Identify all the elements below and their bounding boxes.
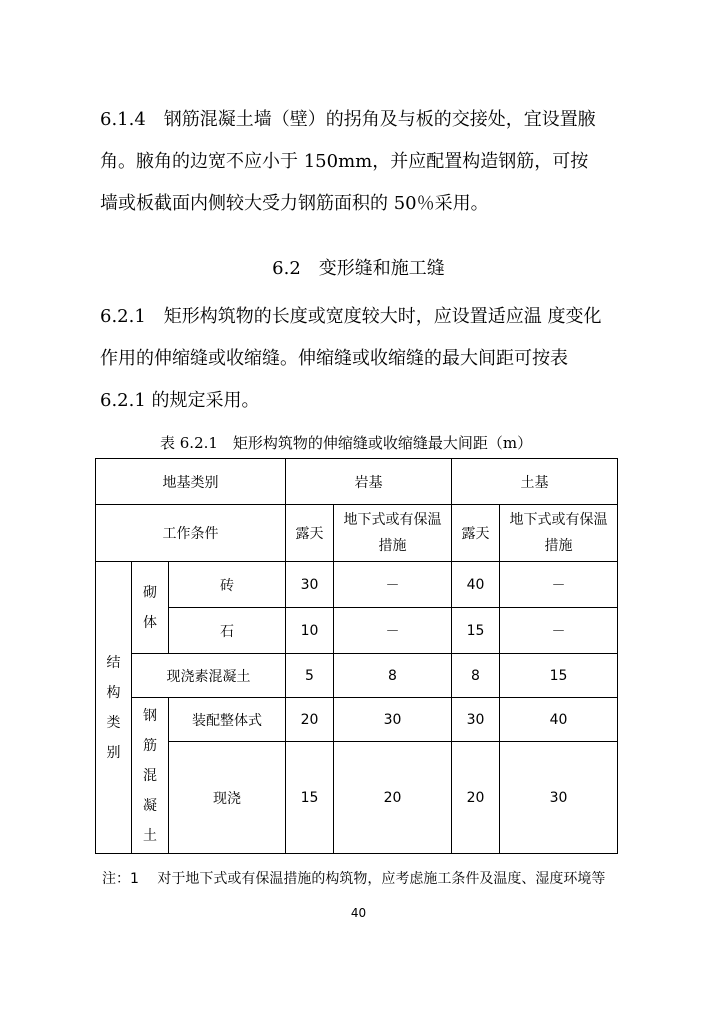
reinforced-concrete-char: 筋: [143, 737, 157, 754]
structure-type-char: 别: [106, 744, 121, 761]
table-cell: 8: [334, 654, 452, 698]
header-soil-underground: 地下式或有保温措施: [500, 505, 618, 562]
table-cell: 5: [286, 654, 334, 698]
clause-6-1-4-line-2: 角。腋角的边宽不应小于 150mm，并应配置构造钢筋，可按: [100, 151, 589, 172]
clause-6-1-4-line-1: 6.1.4 钢筋混凝土墙（壁）的拐角及与板的交接处，宜设置腋: [100, 109, 596, 130]
reinforced-concrete-label: [132, 698, 169, 854]
table-cell: 10: [286, 608, 334, 654]
header-rock-foundation: 岩基: [286, 459, 452, 505]
table-caption: 表 6.2.1 矩形构筑物的伸缩缝或收缩缝最大间距（m）: [160, 434, 533, 452]
table-cell: 40: [500, 698, 618, 742]
table-cell: 20: [286, 698, 334, 742]
structure-type-label: [96, 562, 132, 854]
table-cell: 15: [452, 608, 500, 654]
table-cell: 30: [334, 698, 452, 742]
clause-6-2-1-line-3: 6.2.1 的规定采用。: [100, 390, 260, 411]
table-cell: －: [334, 608, 452, 654]
row-label-cast-in-place: 现浇: [169, 742, 286, 854]
masonry-char: 砌: [143, 584, 157, 601]
table-cell: 30: [452, 698, 500, 742]
section-title: 6.2 变形缝和施工缝: [272, 258, 445, 279]
header-foundation-type: 地基类别: [96, 459, 286, 505]
structure-type-char: 构: [106, 684, 121, 701]
reinforced-concrete-char: 混: [143, 767, 157, 784]
header-soil-foundation: 土基: [452, 459, 618, 505]
reinforced-concrete-char: 钢: [143, 707, 157, 724]
table-cell: 15: [286, 742, 334, 854]
header-working-condition: 工作条件: [96, 505, 286, 562]
row-label-brick: 砖: [169, 562, 286, 608]
clause-6-1-4: [100, 99, 640, 225]
row-label-stone: 石: [169, 608, 286, 654]
header-soil-open-air: 露天: [452, 505, 500, 562]
clause-6-2-1-line-2: 作用的伸缩缝或收缩缝。伸缩缝或收缩缝的最大间距可按表: [100, 348, 568, 369]
table-cell: 15: [500, 654, 618, 698]
table-cell: 8: [452, 654, 500, 698]
table-cell: －: [500, 608, 618, 654]
table-note: 注：1 对于地下式或有保温措施的构筑物，应考虑施工条件及温度、湿度环境等: [102, 871, 606, 887]
clause-6-1-4-line-3: 墙或板截面内侧较大受力钢筋面积的 50％采用。: [100, 193, 489, 214]
table-cell: －: [334, 562, 452, 608]
table-cell: 30: [500, 742, 618, 854]
structure-type-char: 结: [106, 654, 121, 671]
structure-type-char: 类: [106, 714, 121, 731]
reinforced-concrete-char: 凝: [143, 797, 157, 814]
header-rock-open-air: 露天: [286, 505, 334, 562]
row-label-precast-integral: 装配整体式: [169, 698, 286, 742]
masonry-label: [132, 562, 169, 654]
table-cell: －: [500, 562, 618, 608]
row-label-cast-plain-concrete: 现浇素混凝土: [132, 654, 286, 698]
table-cell: 20: [452, 742, 500, 854]
clause-6-2-1-line-1: 6.2.1 矩形构筑物的长度或宽度较大时，应设置适应温 度变化: [100, 306, 602, 327]
header-rock-underground: 地下式或有保温措施: [334, 505, 452, 562]
table-cell: 20: [334, 742, 452, 854]
reinforced-concrete-char: 土: [143, 827, 157, 844]
masonry-char: 体: [143, 614, 157, 631]
table-cell: 40: [452, 562, 500, 608]
table-cell: 30: [286, 562, 334, 608]
clause-6-2-1: [100, 296, 640, 422]
page-number: 40: [350, 906, 367, 920]
joint-spacing-table: [95, 458, 618, 854]
